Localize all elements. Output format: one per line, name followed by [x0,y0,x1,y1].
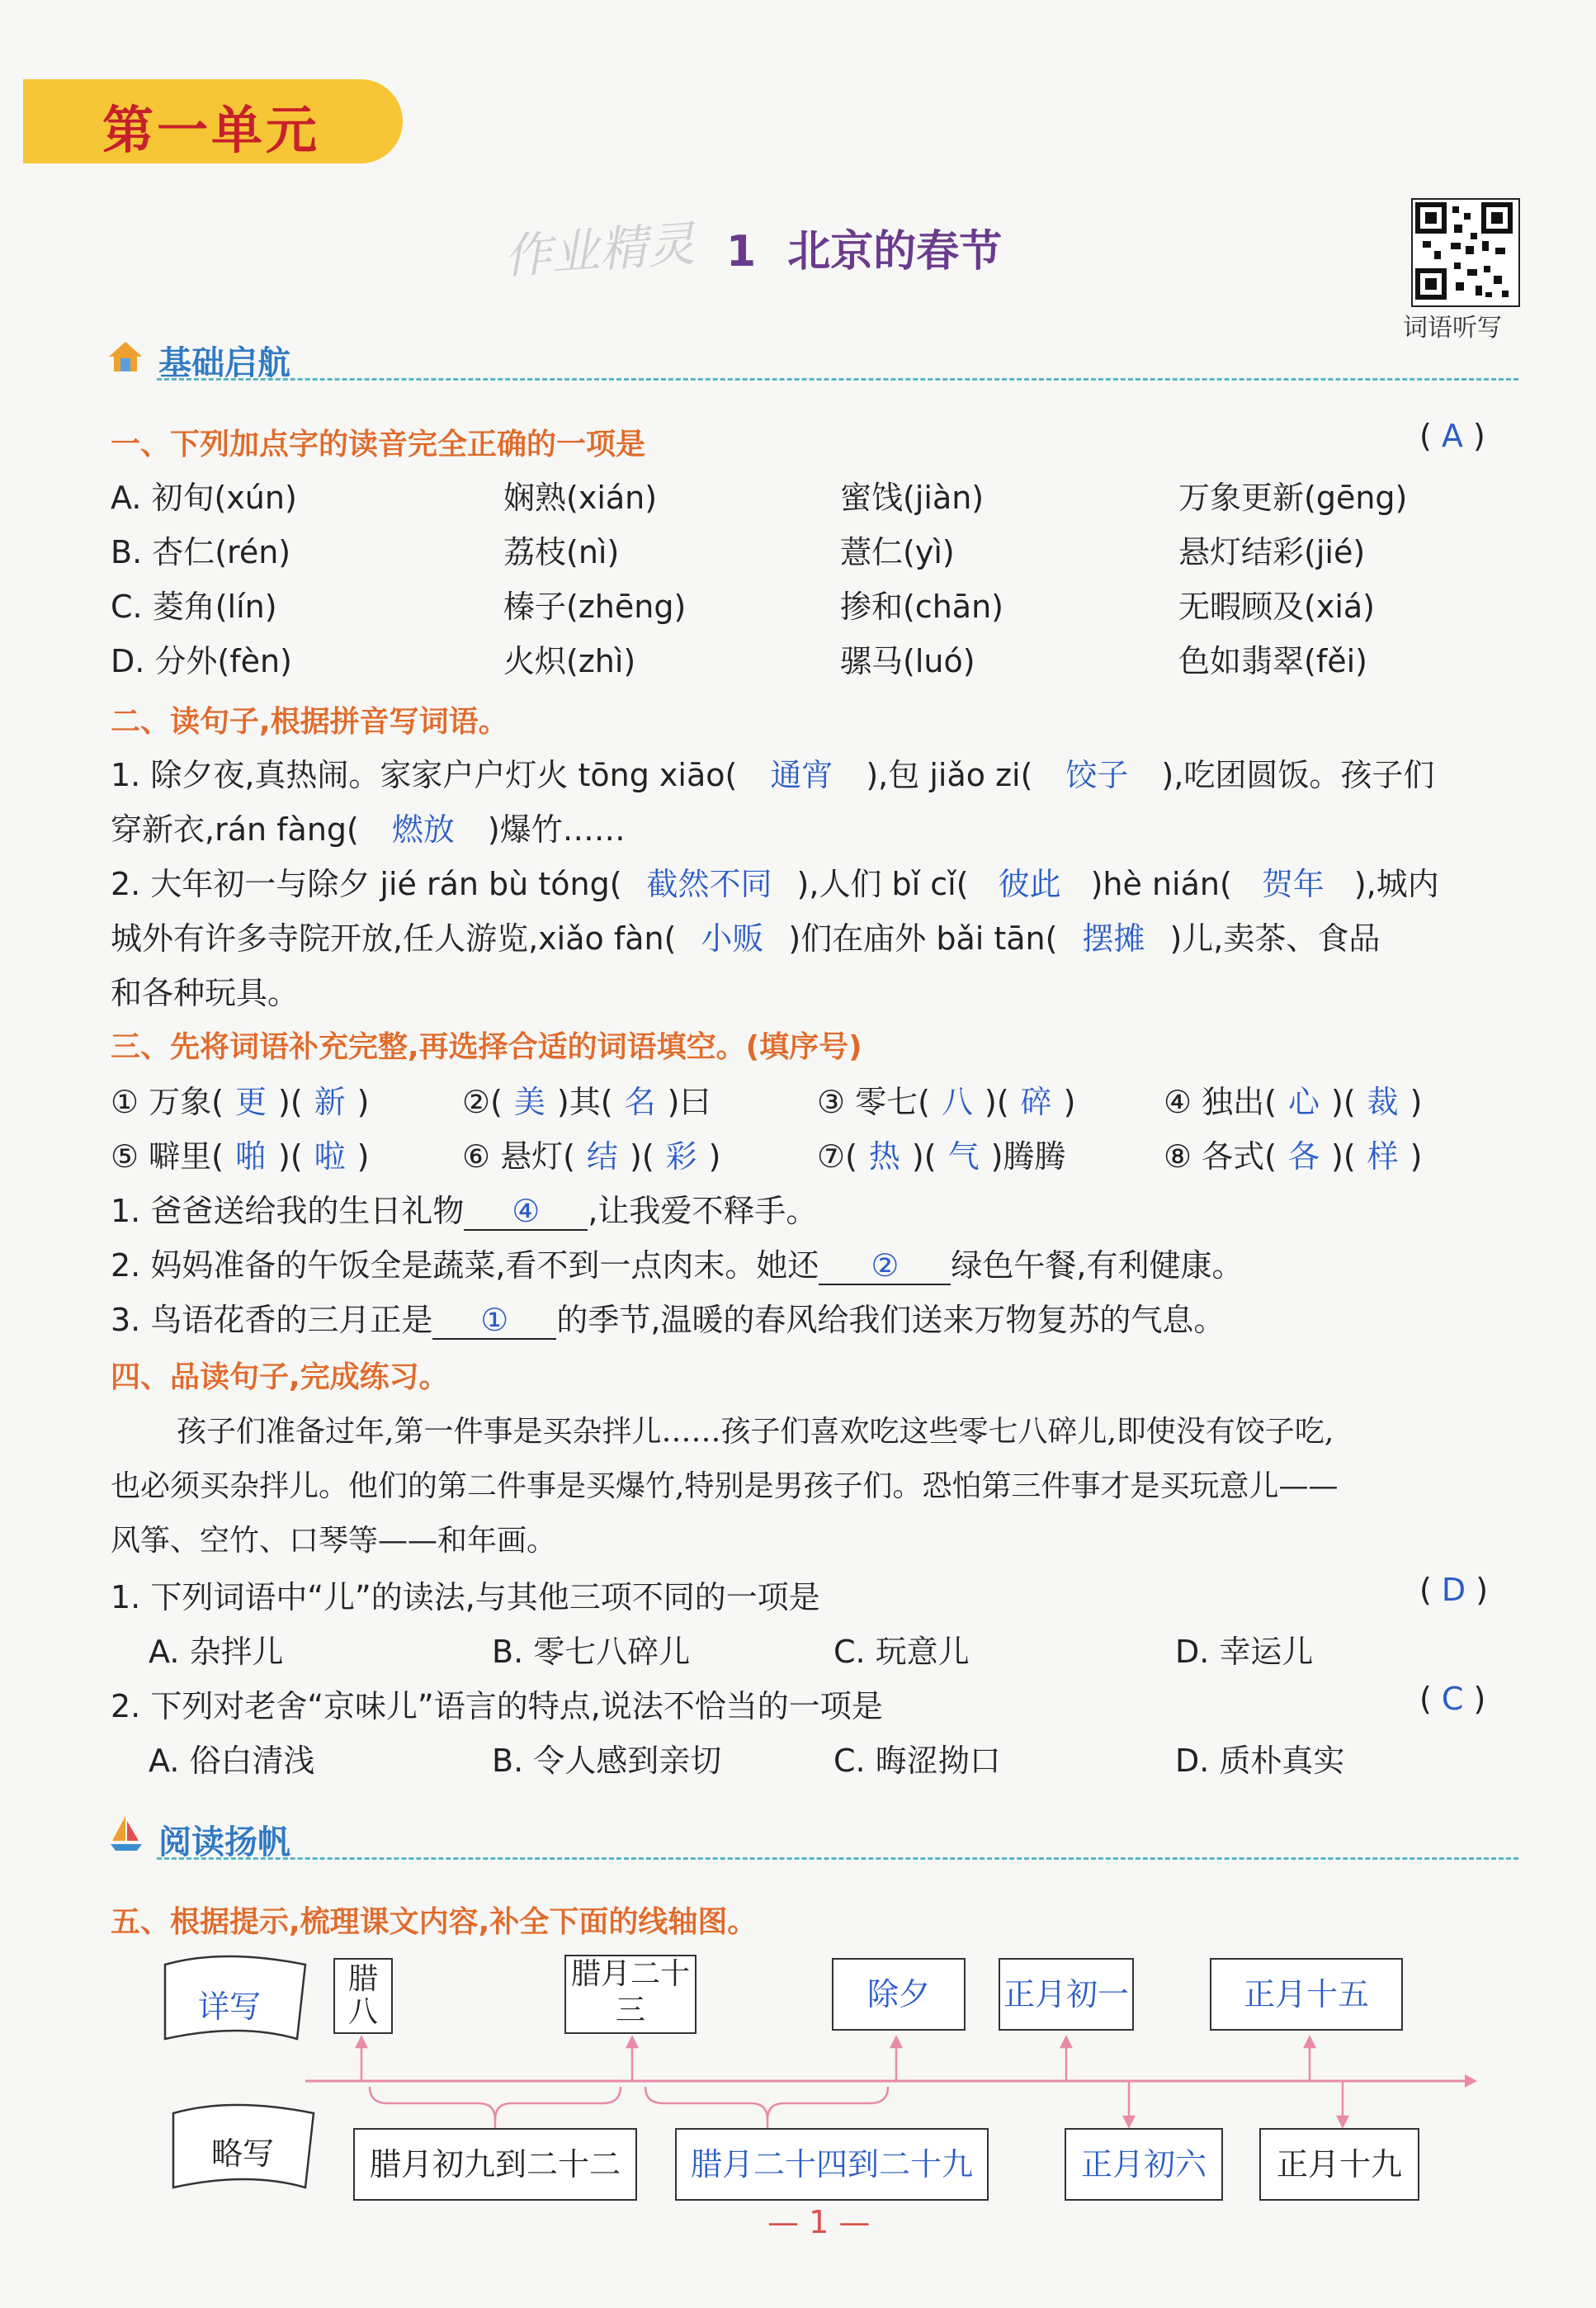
q3-idiom-5: ⑤ 噼里( 啪 )( 啦 ) [111,1138,370,1175]
q3-fill-2: 2. 妈妈准备的午饭全是蔬菜,看不到一点肉末。她还 ② 绿色午餐,有利健康。 [111,1247,1244,1284]
q3-fill-1: 1. 爸爸送给我的生日礼物 ④ ,让我爱不释手。 [111,1193,818,1229]
q1-answer-paren: ( A ) [1419,418,1485,454]
q1-option-0-3: 万象更新(gēng) [1178,480,1408,516]
page-number: — 1 — [767,2204,871,2240]
q3-idiom-4: ④ 独出( 心 )( 裁 ) [1164,1084,1423,1120]
q1-option-3-1: 火炽(zhì) [503,643,636,679]
lesson-number: 1 [726,227,757,277]
q1-title: 一、下列加点字的读音完全正确的一项是 [111,428,646,461]
sub1-option-1: B. 零七八碎儿 [492,1634,691,1670]
sub1-option-0: A. 杂拌儿 [149,1634,284,1670]
label-brief: 略写 [211,2135,275,2172]
q4-sub1-question: 1. 下列词语中“儿”的读法,与其他三项不同的一项是 [111,1579,820,1615]
qr-label: 词语听写 [1403,314,1502,343]
sub2-option-2: C. 晦涩拗口 [833,1743,1001,1779]
timeline-top-3: 除夕 [832,1958,966,2031]
timeline-top-5: 正月十五 [1210,1958,1403,2031]
q4-title: 四、品读句子,完成练习。 [111,1360,449,1394]
section-reading-title: 阅读扬帆 [158,1823,290,1861]
timeline-bottom-2: 腊月二十四到二十九 [675,2128,989,2201]
q3-idiom-6: ⑥ 悬灯( 结 )( 彩 ) [462,1138,721,1175]
q2-title: 二、读句子,根据拼音写词语。 [111,705,508,739]
watermark: 作业精灵 [502,215,697,285]
q4-passage-line-1: 孩子们准备过年,第一件事是买杂拌儿……孩子们喜欢吃这些零七八碎儿,即使没有饺子吃, [177,1415,1334,1449]
q1-option-2-0: C. 菱角(lín) [111,589,277,625]
sub1-option-3: D. 幸运儿 [1175,1634,1314,1670]
q1-option-2-3: 无暇顾及(xiá) [1178,589,1375,625]
sub2-option-0: A. 俗白清浅 [149,1743,315,1779]
timeline-top-1: 腊八 [333,1958,393,2034]
q1-option-3-3: 色如翡翠(fěi) [1178,643,1367,679]
timeline-arrow [1465,2074,1477,2088]
q1-option-0-1: 娴熟(xián) [503,480,658,516]
q2-sentence-2-line-1: 2. 大年初一与除夕 jié rán bù tóng( 截然不同 ),人们 bǐ cǐ( 彼此 )hè nián( 贺年 ),城内 [111,866,1439,902]
timeline-bottom-1: 腊月初九到二十二 [353,2128,637,2201]
q1-option-0-2: 蜜饯(jiàn) [840,480,985,516]
section-basic-title: 基础启航 [158,344,290,382]
q3-fill-3: 3. 鸟语花香的三月正是 ① 的季节,温暖的春风给我们送来万物复苏的气息。 [111,1302,1225,1338]
q1-option-0-0: A. 初旬(xún) [111,480,297,516]
q5-title: 五、根据提示,梳理课文内容,补全下面的线轴图。 [111,1905,758,1939]
q2-sentence-1-line-1: 1. 除夕夜,真热闹。家家户户灯火 tōng xiāo( 通宵 ),包 jiǎo zi( 饺子 ),吃团圆饭。孩子们 [111,757,1435,793]
q3-idiom-3: ③ 零七( 八 )( 碎 ) [817,1084,1076,1120]
unit-title: 第一单元 [102,100,321,160]
q3-idiom-7: ⑦( 热 )( 气 )腾腾 [817,1138,1066,1175]
q3-idiom-8: ⑧ 各式( 各 )( 样 ) [1164,1138,1423,1175]
q1-option-1-0: B. 杏仁(rén) [111,534,291,570]
timeline-bottom-4: 正月十九 [1259,2128,1419,2201]
timeline-top-4: 正月初一 [999,1958,1134,2031]
q2-sentence-2-line-3: 和各种玩具。 [111,975,300,1011]
up-connectors [357,2037,1315,2081]
q1-option-1-3: 悬灯结彩(jié) [1178,534,1366,570]
q4-passage-line-2: 也必须买杂拌儿。他们的第二件事是买爆竹,特别是男孩子们。恐怕第三件事才是买玩意儿—— [111,1469,1339,1503]
q1-option-1-1: 荔枝(nì) [503,534,620,570]
q4-passage-line-3: 风筝、空竹、口琴等——和年画。 [111,1524,557,1558]
lesson-name: 北京的春节 [787,227,1003,277]
q1-answer: A [1441,418,1463,454]
q3-idiom-2: ②( 美 )其( 名 )曰 [462,1084,711,1120]
sub1-option-2: C. 玩意儿 [833,1634,970,1670]
timeline-top-2: 腊月二十三 [564,1955,696,2034]
q1-option-1-2: 薏仁(yì) [840,534,955,570]
sub2-option-1: B. 令人感到亲切 [492,1743,722,1779]
brace-connectors [370,2087,888,2130]
q1-option-2-2: 掺和(chān) [840,589,1003,625]
timeline-bottom-3: 正月初六 [1065,2128,1223,2201]
down-connectors [1124,2081,1348,2126]
q3-title: 三、先将词语补充完整,再选择合适的词语填空。(填序号) [111,1030,862,1064]
sub2-option-3: D. 质朴真实 [1175,1743,1345,1779]
q1-option-3-2: 骡马(luó) [840,643,975,679]
q4-sub1-answer-paren: ( D ) [1419,1572,1489,1608]
q1-option-3-0: D. 分外(fèn) [111,643,292,679]
q4-sub2-answer-paren: ( C ) [1419,1681,1486,1717]
q2-sentence-1-line-2: 穿新衣,rán fàng( 燃放 )爆竹…… [111,811,626,848]
q2-sentence-2-line-2: 城外有许多寺院开放,任人游览,xiǎo fàn( 小贩 )们在庙外 bǎi tān( 摆摊 )儿,卖茶、食品 [111,920,1381,957]
q3-idiom-1: ① 万象( 更 )( 新 ) [111,1084,370,1120]
label-detail: 详写 [198,1989,262,2025]
q4-sub2-question: 2. 下列对老舍“京味儿”语言的特点,说法不恰当的一项是 [111,1688,883,1724]
q1-option-2-1: 榛子(zhēng) [503,589,687,625]
